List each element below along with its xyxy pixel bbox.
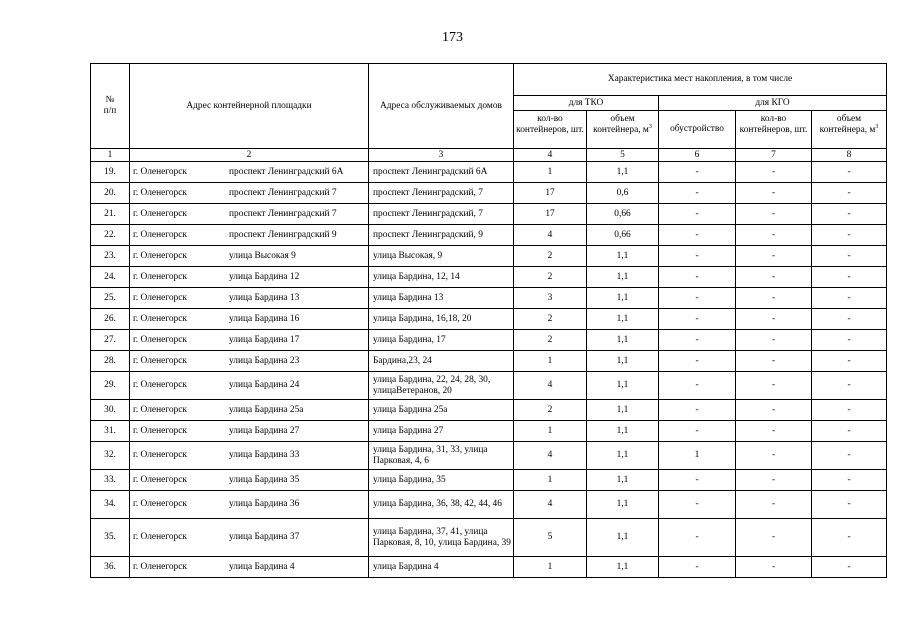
row-number: 36. [91, 557, 130, 578]
tko-container-volume: 0,66 [587, 225, 659, 246]
kgo-container-volume: - [812, 162, 887, 183]
street-address: улица Бардина 33 [229, 450, 300, 461]
column-index-cell: 7 [736, 149, 812, 162]
column-index-cell: 3 [369, 149, 514, 162]
row-number: 32. [91, 442, 130, 470]
street-address: улица Бардина 17 [229, 334, 300, 345]
served-houses: улица Бардина, 37, 41, улица Парковая, 8, 10, улица Бардина, 39 [369, 519, 514, 557]
tko-container-count: 1 [514, 162, 587, 183]
header-kgo-count: кол-во контейнеров, шт. [736, 111, 812, 149]
table-row [91, 330, 887, 351]
kgo-container-count: - [736, 351, 812, 372]
table-row [91, 400, 887, 421]
row-number: 34. [91, 491, 130, 519]
container-sites-table [90, 63, 887, 578]
city-name: г. Оленегорск [133, 187, 187, 198]
tko-container-volume: 1,1 [587, 351, 659, 372]
kgo-container-volume: - [812, 519, 887, 557]
served-houses: улица Бардина, 36, 38, 42, 44, 46 [369, 491, 514, 519]
kgo-container-count: - [736, 491, 812, 519]
city-name: г. Оленегорск [133, 166, 187, 177]
street-address: проспект Ленинградский 7 [229, 208, 337, 219]
tko-container-count: 4 [514, 491, 587, 519]
site-address-cell [130, 330, 369, 351]
row-number: 25. [91, 288, 130, 309]
kgo-container-volume: - [812, 288, 887, 309]
row-number: 28. [91, 351, 130, 372]
street-address: проспект Ленинградский 6А [229, 166, 344, 177]
site-address-cell [130, 288, 369, 309]
tko-container-volume: 0,6 [587, 183, 659, 204]
table-row [91, 267, 887, 288]
city-name: г. Оленегорск [133, 313, 187, 324]
tko-container-count: 1 [514, 557, 587, 578]
kgo-container-volume: - [812, 372, 887, 400]
kgo-arrangement: - [659, 288, 736, 309]
row-number: 29. [91, 372, 130, 400]
street-address: улица Бардина 16 [229, 313, 300, 324]
tko-container-volume: 1,1 [587, 470, 659, 491]
served-houses: улица Бардина 27 [369, 421, 514, 442]
table-row [91, 204, 887, 225]
kgo-container-count: - [736, 288, 812, 309]
served-houses: улица Бардина, 17 [369, 330, 514, 351]
kgo-container-volume: - [812, 442, 887, 470]
kgo-arrangement: - [659, 351, 736, 372]
kgo-arrangement: - [659, 309, 736, 330]
tko-container-count: 2 [514, 400, 587, 421]
city-name: г. Оленегорск [133, 499, 187, 510]
column-index-cell: 1 [91, 149, 130, 162]
street-address: улица Высокая 9 [229, 250, 296, 261]
city-name: г. Оленегорск [133, 355, 187, 366]
served-houses: улица Бардина, 12, 14 [369, 267, 514, 288]
tko-container-count: 4 [514, 372, 587, 400]
kgo-arrangement: - [659, 183, 736, 204]
row-number: 30. [91, 400, 130, 421]
site-address-cell [130, 351, 369, 372]
street-address: проспект Ленинградский 7 [229, 187, 337, 198]
page-number: 173 [442, 30, 463, 45]
kgo-container-volume: - [812, 246, 887, 267]
row-number: 31. [91, 421, 130, 442]
header-tko-count: кол-во контейнеров, шт. [514, 111, 587, 149]
tko-container-volume: 1,1 [587, 519, 659, 557]
site-address-cell [130, 267, 369, 288]
kgo-container-volume: - [812, 421, 887, 442]
tko-container-volume: 1,1 [587, 400, 659, 421]
tko-container-volume: 1,1 [587, 246, 659, 267]
row-number: 19. [91, 162, 130, 183]
kgo-container-count: - [736, 204, 812, 225]
column-index-cell: 5 [587, 149, 659, 162]
kgo-arrangement: - [659, 557, 736, 578]
kgo-container-count: - [736, 442, 812, 470]
city-name: г. Оленегорск [133, 380, 187, 391]
kgo-arrangement: - [659, 372, 736, 400]
tko-container-volume: 1,1 [587, 330, 659, 351]
kgo-container-count: - [736, 372, 812, 400]
header-tko-volume: объем контейнера, $м^3$ [587, 111, 659, 149]
tko-container-count: 3 [514, 288, 587, 309]
served-houses: улица Высокая, 9 [369, 246, 514, 267]
kgo-container-volume: - [812, 351, 887, 372]
city-name: г. Оленегорск [133, 404, 187, 415]
served-houses: улица Бардина, 16,18, 20 [369, 309, 514, 330]
city-name: г. Оленегорск [133, 208, 187, 219]
site-address-cell [130, 557, 369, 578]
kgo-arrangement: - [659, 421, 736, 442]
site-address-cell [130, 309, 369, 330]
tko-container-count: 1 [514, 351, 587, 372]
table-row [91, 351, 887, 372]
tko-container-volume: 1,1 [587, 288, 659, 309]
tko-container-count: 1 [514, 470, 587, 491]
kgo-arrangement: - [659, 162, 736, 183]
row-number: 21. [91, 204, 130, 225]
row-number: 26. [91, 309, 130, 330]
kgo-arrangement: - [659, 400, 736, 421]
served-houses: проспект Ленинградский 6А [369, 162, 514, 183]
city-name: г. Оленегорск [133, 229, 187, 240]
kgo-arrangement: - [659, 491, 736, 519]
row-number: 33. [91, 470, 130, 491]
site-address-cell [130, 246, 369, 267]
table-row [91, 183, 887, 204]
row-number: 20. [91, 183, 130, 204]
street-address: улица Бардина 25а [229, 404, 304, 415]
kgo-container-volume: - [812, 309, 887, 330]
city-name: г. Оленегорск [133, 425, 187, 436]
column-index-cell: 4 [514, 149, 587, 162]
site-address-cell [130, 162, 369, 183]
tko-container-volume: 1,1 [587, 557, 659, 578]
column-index-cell: 8 [812, 149, 887, 162]
site-address-cell [130, 491, 369, 519]
header-row-number-text: № п/п [103, 95, 117, 116]
street-address: улица Бардина 12 [229, 271, 300, 282]
tko-container-volume: 1,1 [587, 372, 659, 400]
site-address-cell [130, 442, 369, 470]
kgo-container-count: - [736, 246, 812, 267]
site-address-cell [130, 519, 369, 557]
kgo-container-count: - [736, 183, 812, 204]
kgo-container-count: - [736, 400, 812, 421]
kgo-container-count: - [736, 421, 812, 442]
street-address: улица Бардина 36 [229, 499, 300, 510]
tko-container-volume: 0,66 [587, 204, 659, 225]
kgo-container-volume: - [812, 400, 887, 421]
tko-container-volume: 1,1 [587, 309, 659, 330]
served-houses: улица Бардина 13 [369, 288, 514, 309]
table-row [91, 162, 887, 183]
kgo-container-volume: - [812, 204, 887, 225]
column-index-cell: 2 [130, 149, 369, 162]
site-address-cell [130, 400, 369, 421]
street-address: улица Бардина 24 [229, 380, 300, 391]
tko-container-count: 2 [514, 246, 587, 267]
row-number: 24. [91, 267, 130, 288]
site-address-cell [130, 225, 369, 246]
table-row [91, 246, 887, 267]
tko-container-count: 1 [514, 421, 587, 442]
kgo-container-volume: - [812, 491, 887, 519]
street-address: улица Бардина 4 [229, 561, 295, 572]
served-houses: проспект Ленинградский, 7 [369, 183, 514, 204]
column-index-row [91, 149, 887, 162]
tko-container-count: 4 [514, 442, 587, 470]
kgo-container-count: - [736, 225, 812, 246]
column-index-cell: 6 [659, 149, 736, 162]
city-name: г. Оленегорск [133, 474, 187, 485]
site-address-cell [130, 421, 369, 442]
tko-container-volume: 1,1 [587, 491, 659, 519]
kgo-arrangement: - [659, 470, 736, 491]
table-row [91, 470, 887, 491]
table-row [91, 309, 887, 330]
header-group-tko: для ТКО [514, 96, 659, 111]
city-name: г. Оленегорск [133, 450, 187, 461]
city-name: г. Оленегорск [133, 271, 187, 282]
kgo-container-count: - [736, 330, 812, 351]
header-kgo-volume: объем контейнера, $м^3$ [812, 111, 887, 149]
kgo-arrangement: 1 [659, 442, 736, 470]
street-address: улица Бардина 23 [229, 355, 300, 366]
tko-container-count: 17 [514, 183, 587, 204]
site-address-cell [130, 372, 369, 400]
kgo-arrangement: - [659, 225, 736, 246]
tko-container-count: 5 [514, 519, 587, 557]
served-houses: улица Бардина 25а [369, 400, 514, 421]
tko-container-volume: 1,1 [587, 162, 659, 183]
table-row [91, 491, 887, 519]
site-address-cell [130, 470, 369, 491]
city-name: г. Оленегорск [133, 334, 187, 345]
kgo-container-volume: - [812, 267, 887, 288]
row-number: 22. [91, 225, 130, 246]
street-address: улица Бардина 27 [229, 425, 300, 436]
tko-container-count: 2 [514, 309, 587, 330]
kgo-container-count: - [736, 557, 812, 578]
kgo-container-count: - [736, 519, 812, 557]
row-number: 35. [91, 519, 130, 557]
street-address: проспект Ленинградский 9 [229, 229, 337, 240]
tko-container-count: 17 [514, 204, 587, 225]
street-address: улица Бардина 13 [229, 292, 300, 303]
table-row [91, 442, 887, 470]
header-group-kgo: для КГО [659, 96, 887, 111]
table-row [91, 372, 887, 400]
city-name: г. Оленегорск [133, 292, 187, 303]
tko-container-count: 2 [514, 330, 587, 351]
table-row [91, 288, 887, 309]
header-address: Адрес контейнерной площадки [130, 64, 369, 149]
served-houses: проспект Ленинградский, 7 [369, 204, 514, 225]
table-row [91, 519, 887, 557]
served-houses: Бардина,23, 24 [369, 351, 514, 372]
kgo-container-count: - [736, 267, 812, 288]
site-address-cell [130, 204, 369, 225]
header-characteristics: Характеристика мест накопления, в том числе [514, 64, 887, 96]
kgo-container-count: - [736, 162, 812, 183]
kgo-container-volume: - [812, 183, 887, 204]
served-houses: улица Бардина, 31, 33, улица Парковая, 4, 6 [369, 442, 514, 470]
table-row [91, 557, 887, 578]
header-row-number [91, 64, 130, 149]
city-name: г. Оленегорск [133, 250, 187, 261]
tko-container-volume: 1,1 [587, 267, 659, 288]
served-houses: улица Бардина 4 [369, 557, 514, 578]
kgo-container-count: - [736, 309, 812, 330]
kgo-arrangement: - [659, 330, 736, 351]
kgo-container-count: - [736, 470, 812, 491]
kgo-container-volume: - [812, 330, 887, 351]
tko-container-volume: 1,1 [587, 421, 659, 442]
served-houses: улица Бардина, 22, 24, 28, 30, улицаВетеранов, 20 [369, 372, 514, 400]
table-row [91, 421, 887, 442]
served-houses: улица Бардина, 35 [369, 470, 514, 491]
table-row [91, 225, 887, 246]
kgo-arrangement: - [659, 267, 736, 288]
city-name: г. Оленегорск [133, 561, 187, 572]
header-kgo-arrangement: обустройство [659, 111, 736, 149]
kgo-arrangement: - [659, 519, 736, 557]
row-number: 27. [91, 330, 130, 351]
tko-container-volume: 1,1 [587, 442, 659, 470]
tko-container-count: 2 [514, 267, 587, 288]
header-served-houses: Адреса обслуживаемых домов [369, 64, 514, 149]
kgo-container-volume: - [812, 225, 887, 246]
city-name: г. Оленегорск [133, 532, 187, 543]
row-number: 23. [91, 246, 130, 267]
served-houses: проспект Ленинградский, 9 [369, 225, 514, 246]
kgo-container-volume: - [812, 557, 887, 578]
tko-container-count: 4 [514, 225, 587, 246]
street-address: улица Бардина 37 [229, 532, 300, 543]
street-address: улица Бардина 35 [229, 474, 300, 485]
kgo-arrangement: - [659, 246, 736, 267]
kgo-arrangement: - [659, 204, 736, 225]
kgo-container-volume: - [812, 470, 887, 491]
site-address-cell [130, 183, 369, 204]
